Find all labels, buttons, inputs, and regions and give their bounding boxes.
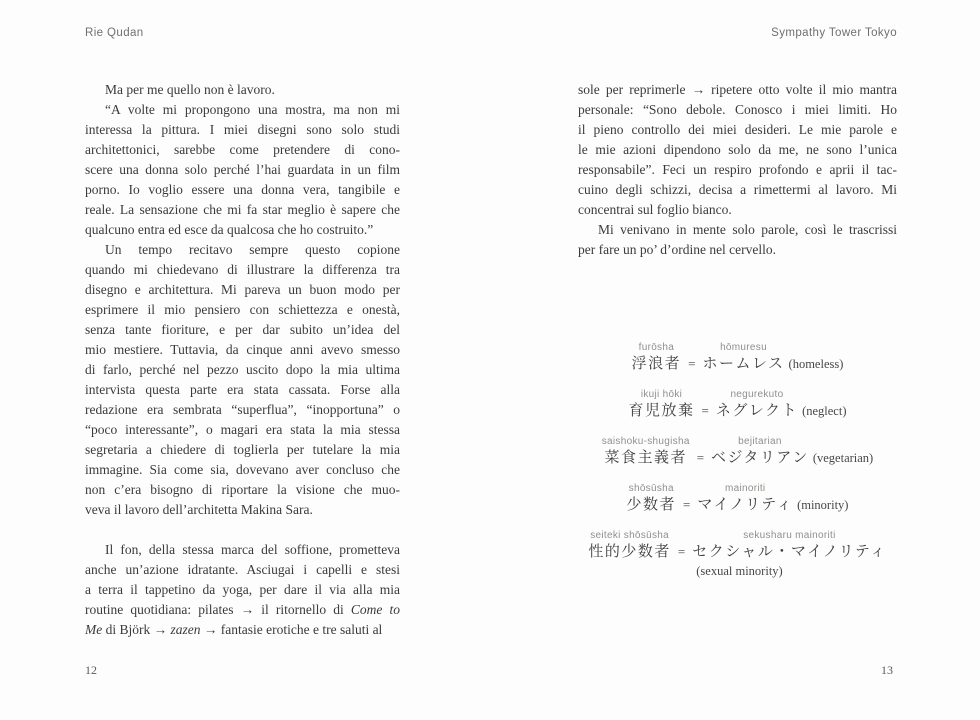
text-line: il pieno controllo dei miei desideri. Le mie parole e [578,122,897,137]
glossary-term-kanji: 菜食主義者 [604,450,687,466]
glossary-item [578,388,897,421]
text-line: reale. La sensazione che mi fa star meglio è sapere che [85,202,400,217]
text-line: mio mestiere. Tuttavia, da cinque anni avevo smesso [85,342,400,357]
text-line: anche un’azione idratante. Asciugai i capelli e stesi [85,562,400,577]
glossary-item [578,482,897,515]
text-line: interessa la pittura. I miei disegni sono solo studi [85,122,400,137]
text-line: esprimere il mio pensiero con schiettezza e onestà, [85,302,400,317]
text-line: responsabile”. Feci un respiro profondo e aprii il tac- [578,162,897,177]
glossary-term-kanji: 浮浪者 [631,356,682,372]
text-line: le mie azioni dipendono solo da me, ne sono l’unica [578,142,897,157]
glossary-term-kanji: 性的少数者 [588,544,671,560]
text-line: “A volte mi propongono una mostra, ma non mi [105,102,400,117]
text-line: immagine. Sia come sia, dovevano aver concluso che [85,462,400,477]
text-line: Un tempo recitavo sempre questo copione [105,242,400,257]
glossary-romaji-kanji: seiteki shōsūsha [590,530,669,541]
text-line: segretaria a chiedere di toglierla per tutelare la mia [85,442,400,457]
text-line: Ma per me quello non è lavoro. [105,82,275,97]
glossary-word [627,482,677,515]
glossary-word [588,529,671,562]
text-line: qualcuno entra ed esce da qualcosa che ho costruito.” [85,222,374,237]
body-text-right-page [578,80,897,260]
text-line: concentrai sul foglio bianco. [578,202,732,217]
running-header-title: Sympathy Tower Tokyo [771,27,897,39]
glossary-item [578,529,897,580]
glossary-item [578,341,897,374]
text-line: “poco interessante”, o magari era stata la mia stessa [85,422,400,437]
text-line: scere una donna solo perché l’hai guardata in un film [85,162,400,177]
text-line: disegno e architettura. Mi pareva un buon modo per [85,282,400,297]
glossary-term-kanji: 少数者 [626,497,677,513]
text-line: Me di Björk → zazen → fantasie erotiche e tre saluti al [85,622,383,637]
glossary-word [629,388,695,421]
text-line: Il fon, della stessa marca del soffione, prometteva [105,542,400,557]
glossary-romaji-katakana: negurekuto [730,389,784,400]
glossary-romaji-katakana: sekusharu mainoriti [743,530,836,541]
glossary-word [716,388,798,421]
text-line: veva il lavoro dell’architetta Makina Sara. [85,502,313,517]
glossary-translation-english: (minority) [797,498,849,512]
glossary-word [602,435,690,468]
equals-sign: = [701,403,709,418]
text-line: intervista questa parte era stata cassata. Forse alla [85,382,400,397]
glossary-word [632,341,682,374]
text-line: Mi venivano in mente solo parole, così le trascrissi [598,222,897,237]
text-line: personale: “Sono debole. Conosco i miei limiti. Ho [578,102,897,117]
text-line: routine quotidiana: pilates → il ritornello di Come to [85,602,400,617]
running-header-author: Rie Qudan [85,27,144,39]
equals-sign: = [683,497,691,512]
text-line: sole per reprimerle → ripetere otto volte il mio mantra [578,82,897,97]
page-number-left: 12 [85,663,97,677]
text-line: quando mi chiedevano di illustrare la differenza tra [85,262,400,277]
equals-sign: = [688,356,696,371]
glossary-romaji-katakana: hōmuresu [720,342,767,353]
equals-sign: = [677,544,686,559]
text-line: a terra il tappetino da yoga, per dare il via alla mia [85,582,400,597]
glossary-term-katakana: マイノリティ [697,497,794,513]
text-line: redazione era sembrata “superflua”, “inopportuna” o [85,402,400,417]
glossary-translation-english: (vegetarian) [812,451,874,465]
glossary-word [697,482,793,515]
glossary-term-katakana: セクシャル・マイノリティ [692,544,887,560]
text-line: architettonici, sarebbe come pretendere di cono- [85,142,400,157]
glossary-word [692,529,886,562]
glossary-item [578,435,897,468]
equals-sign: = [696,450,705,465]
glossary-romaji-katakana: mainoriti [724,483,766,494]
text-line: cuino degli schizzi, decisa a rimettermi al lavoro. Mi [578,182,897,197]
glossary-romaji-kanji: shōsūsha [628,483,674,494]
glossary-term-katakana: ネグレクト [715,403,799,419]
glossary-term-katakana: ベジタリアン [711,450,809,466]
text-line: non c’era bisogno di riportare la visione che muo- [85,482,400,497]
japanese-glossary-list [578,341,897,594]
glossary-word [702,341,784,374]
text-line: di farlo, perché nel pezzo uscito dopo la mia ultima [85,362,400,377]
body-text-left-page [85,80,400,640]
glossary-term-kanji: 育児放棄 [628,403,695,419]
text-line: per fare un po’ d’ordine nel cervello. [578,242,777,257]
glossary-romaji-katakana: bejitarian [738,436,782,447]
glossary-translation-english: (neglect) [802,404,847,418]
glossary-romaji-kanji: furōsha [638,342,675,353]
glossary-word [711,435,809,468]
glossary-romaji-kanji: saishoku-shugisha [601,436,690,447]
glossary-translation-english: (sexual minority) [696,564,783,578]
page-number-right: 13 [881,663,893,677]
glossary-romaji-kanji: ikuji hōki [640,389,683,400]
glossary-term-katakana: ホームレス [702,356,785,372]
glossary-translation-english: (homeless) [788,357,844,371]
text-line: senza tante fioriture, e per dar subito un’idea del [85,322,400,337]
text-line: porno. Io voglio essere una donna vera, tangibile e [85,182,400,197]
